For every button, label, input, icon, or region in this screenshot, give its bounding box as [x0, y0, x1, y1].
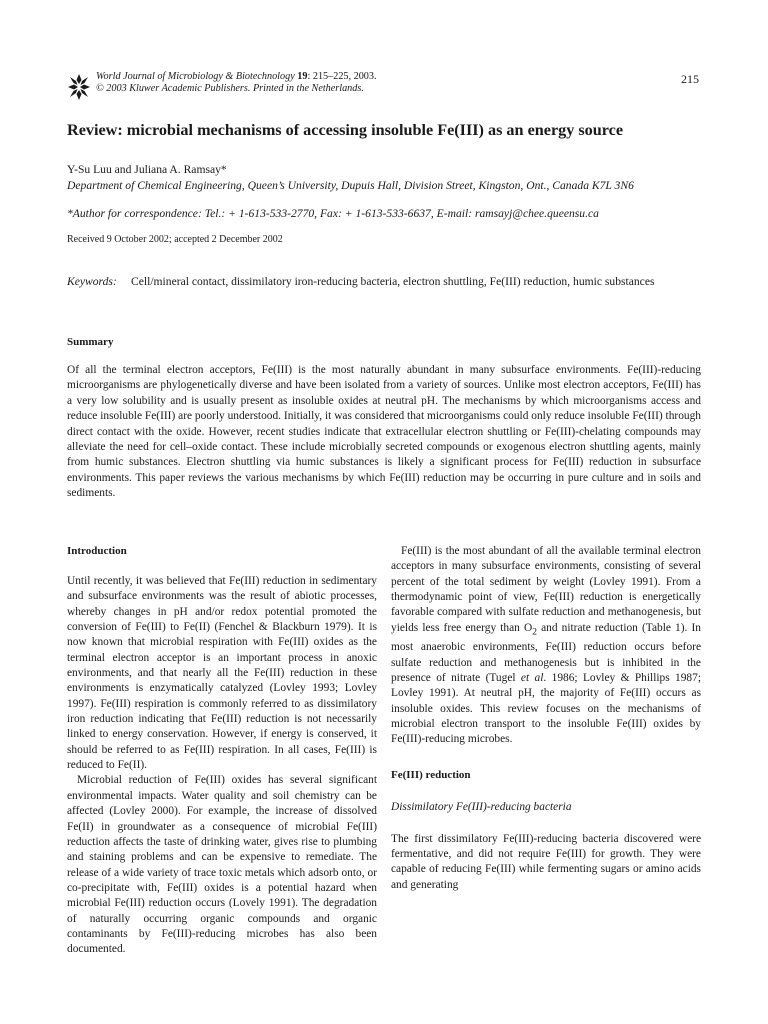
- introduction-heading: Introduction: [67, 545, 127, 557]
- page-number: 215: [681, 72, 699, 86]
- authors: Y-Su Luu and Juliana A. Ramsay*: [67, 163, 227, 176]
- article-title: Review: microbial mechanisms of accessing insoluble Fe(III) as an energy source: [67, 121, 624, 139]
- received-date: Received 9 October 2002; accepted 2 December 2002: [67, 234, 283, 245]
- left-column: [67, 544, 377, 958]
- right-column: [391, 544, 701, 893]
- summary-text: Of all the terminal electron acceptors, Fe(III) is the most naturally abundant in many subsurface environments. Fe(III)-reducing microorganisms are phylogenetically diverse and have been isolated from a variety of sources. Unlike most electron acceptors, Fe(III) has a very low solubility and is usually present as insoluble oxides at neutral pH. The mechanisms by which microorganisms access and reduce insoluble Fe(III) are poorly understood. Initially, it was considered that microorganisms could only reduce insoluble Fe(III) through direct contact with the oxide. However, recent studies indicate that extracellular electron shuttling or Fe(III)-chelating compounds may alleviate the need for cell–oxide contact. These include microbially secreted compounds or exogenous electron shuttling agents, mainly from humic substances. Electron shuttling via humic substances is likely a significant process for Fe(III) reduction in subsurface environments. This paper reviews the various mechanisms by which Fe(III) reduction may be occurring in pure culture and in soils and sediments.: [67, 364, 701, 500]
- intro-p3-part-b: and nitrate reduction (Table 1). In most anaerobic environments, Fe(III) reduction occurs before sulfate reduction and methanogenesis but is inhibited in the presence of nitrate (Tugel: [391, 621, 701, 685]
- intro-p3-part-c: . 1986; Lovley & Phillips 1987; Lovley 1991). At neutral pH, the majority of Fe(III) occurs as insoluble oxides. This review focuses on the mechanisms of microbial electron transport to the insoluble Fe(III) oxides by Fe(III)-reducing microbes.: [391, 672, 701, 746]
- fe-reducing-bacteria-subheading: Dissimilatory Fe(III)-reducing bacteria: [391, 800, 572, 813]
- keywords-text: Cell/mineral contact, dissimilatory iron-reducing bacteria, electron shuttling, Fe(III) reduction, humic substances: [131, 275, 655, 288]
- journal-citation: [96, 71, 377, 95]
- intro-paragraph-2: Microbial reduction of Fe(III) oxides has several significant environmental impacts. Water quality and soil chemistry can be affected (Lovley 2000). For example, the increase of dissolved Fe(II) in groundwater as a consequence of microbial Fe(III) reduction affects the taste of drinking water, gives rise to plumbing and staining problems and can be expensive to remediate. The release of a wide variety of trace toxic metals which adsorb onto, or co-precipitate with, Fe(III) oxides is a potential hazard when microbial Fe(III) reduction occurs (Lovely 1991). The degradation of naturally occurring organic compounds and organic contaminants by Fe(III)-reducing microbes has also been documented.: [67, 774, 377, 956]
- intro-paragraph-1: Until recently, it was believed that Fe(III) reduction in sedimentary and subsurface environments was the result of abiotic processes, whereby changes in pH and/or redox potential promoted the conversion of Fe(III) to Fe(II) (Fenchel & Blackburn 1979). It is now known that microbial respiration with Fe(III) oxides as the terminal electron acceptor is an important process in anoxic environments, and that nearly all the Fe(III) reduction in these environments is enzymatically catalyzed (Lovley 1993; Lovley 1997). Fe(III) respiration is commonly referred to as dissimilatory iron reduction indicating that Fe(III) reduction is not necessarily linked to energy conservation. However, if energy is conserved, it should be referred to as Fe(III) respiration. In all cases, Fe(III) is reduced to Fe(II).: [67, 575, 377, 772]
- intro-paragraph-3: [391, 544, 701, 748]
- publisher-line: © 2003 Kluwer Academic Publishers. Printed in the Netherlands.: [96, 83, 364, 94]
- o2-subscript: 2: [532, 627, 537, 637]
- publisher-logo-icon: [67, 72, 91, 102]
- fe-reduction-heading: Fe(III) reduction: [391, 768, 471, 781]
- correspondence: *Author for correspondence: Tel.: + 1-613-533-2770, Fax: + 1-613-533-6637, E-mail: ramsayj@chee.queensu.ca: [67, 207, 599, 220]
- et-al: et al: [520, 672, 544, 685]
- affiliation: Department of Chemical Engineering, Queen’s University, Dupuis Hall, Division Street, Kingston, Ont., Canada K7L 3N6: [67, 179, 634, 192]
- keywords: [67, 274, 707, 289]
- journal-volume: 19: [297, 71, 308, 82]
- keywords-label: Keywords:: [67, 275, 117, 288]
- summary-heading: Summary: [67, 336, 114, 348]
- journal-name: World Journal of Microbiology & Biotechnology: [96, 71, 295, 82]
- journal-pages: : 215–225, 2003.: [307, 71, 377, 82]
- fe-reduction-paragraph-1: The first dissimilatory Fe(III)-reducing bacteria discovered were fermentative, and did not require Fe(III) for growth. They were capable of reducing Fe(III) while fermenting sugars or amino acids and generating: [391, 832, 701, 891]
- intro-p3-part-a: Fe(III) is the most abundant of all the available terminal electron acceptors in many subsurface environments, consisting of several percent of the total sediment by weight (Lovley 1991). From a thermodynamic point of view, Fe(III) reduction is energetically favorable compared with sulfate reduction and methanogenesis, but yields less free energy than O: [391, 545, 701, 634]
